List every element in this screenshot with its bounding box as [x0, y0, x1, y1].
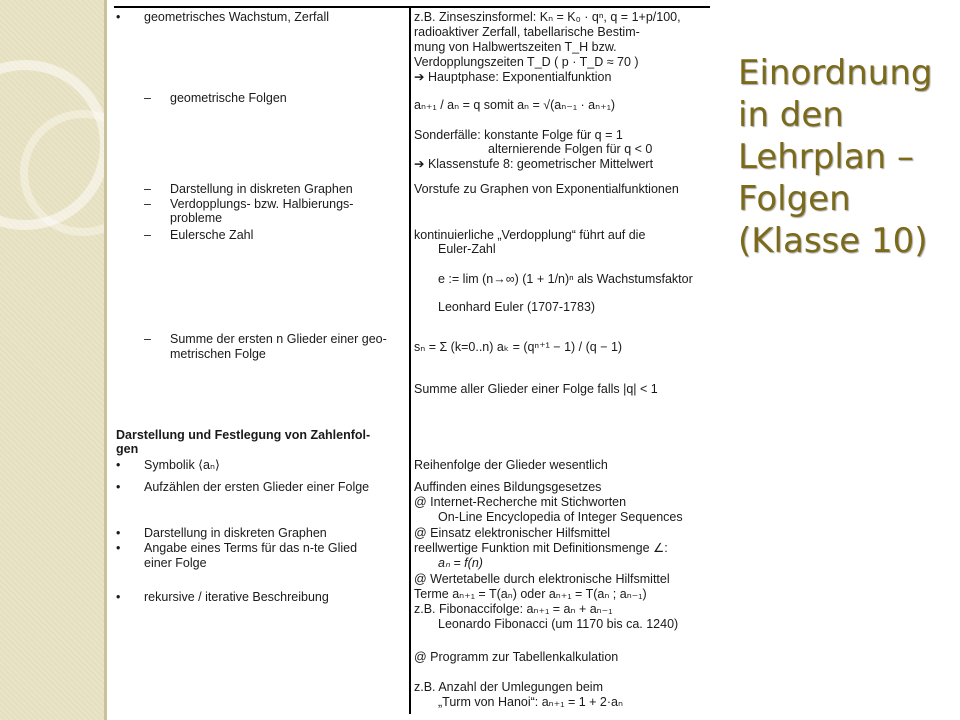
right-text: z.B. Fibonaccifolge: aₙ₊₁ = aₙ + aₙ₋₁	[414, 602, 613, 616]
left-text: metrischen Folge	[170, 347, 266, 361]
section-heading: Darstellung und Festlegung von Zahlenfol-	[116, 428, 371, 442]
right-text: Auffinden eines Bildungsgesetzes	[414, 480, 602, 494]
title-line: Lehrplan –	[738, 137, 915, 177]
formula: „Turm von Hanoi“: aₙ₊₁ = 1 + 2·aₙ	[438, 695, 623, 709]
left-text: Aufzählen der ersten Glieder einer Folge	[144, 480, 370, 494]
bullet: •	[116, 10, 121, 24]
band-edge	[104, 0, 107, 720]
right-text: @ Programm zur Tabellenkalkulation	[414, 650, 619, 664]
right-text: kontinuierliche „Verdopplung“ führt auf die	[414, 228, 646, 242]
formula: Terme aₙ₊₁ = T(aₙ) oder aₙ₊₁ = T(aₙ ; aₙ₋₁)	[414, 587, 647, 601]
formula: aₙ = f(n)	[438, 556, 483, 570]
right-text: @ Internet-Recherche mit Stichworten	[414, 495, 627, 509]
formula: sₙ = Σ (k=0..n) aₖ = (qⁿ⁺¹ − 1) / (q − 1)	[414, 340, 623, 354]
left-text: Verdopplungs- bzw. Halbierungs-	[170, 197, 354, 211]
title-line: Folgen	[738, 179, 851, 219]
right-text: Vorstufe zu Graphen von Exponentialfunktionen	[414, 182, 679, 196]
dash: –	[144, 228, 151, 242]
dash: –	[144, 332, 151, 346]
right-text: On-Line Encyclopedia of Integer Sequences	[438, 510, 683, 524]
right-text: z.B. Zinseszinsformel: Kₙ = K₀ · qⁿ, q = 1+p/100,	[414, 10, 681, 24]
dash: –	[144, 91, 151, 105]
left-text: geometrisches Wachstum, Zerfall	[144, 10, 330, 24]
right-text: Reihenfolge der Glieder wesentlich	[414, 458, 608, 472]
right-text: ➔ Klassenstufe 8: geometrischer Mittelwert	[414, 157, 654, 171]
right-text: Summe aller Glieder einer Folge falls |q| < 1	[414, 382, 658, 396]
title-line: in den	[738, 95, 844, 135]
bullet: •	[116, 480, 121, 494]
bullet: •	[116, 590, 121, 604]
left-text: geometrische Folgen	[170, 91, 287, 105]
dash: –	[144, 197, 151, 211]
title-line: (Klasse 10)	[738, 221, 928, 261]
scanned-document	[108, 0, 712, 720]
right-text: Euler-Zahl	[438, 242, 496, 256]
right-text: Leonhard Euler (1707-1783)	[438, 300, 596, 314]
right-text: @ Wertetabelle durch elektronische Hilfsmittel	[414, 572, 670, 586]
decorative-band	[0, 0, 104, 720]
right-text: ➔ Hauptphase: Exponentialfunktion	[414, 70, 612, 84]
left-text: Darstellung in diskreten Graphen	[144, 526, 327, 540]
right-text: Sonderfälle: konstante Folge für q = 1	[414, 128, 623, 142]
right-text: radioaktiver Zerfall, tabellarische Bestim-	[414, 25, 640, 39]
left-text: rekursive / iterative Beschreibung	[144, 590, 329, 604]
left-text: Darstellung in diskreten Graphen	[170, 182, 353, 196]
top-rule	[114, 6, 710, 8]
right-text: alternierende Folgen für q < 0	[488, 142, 653, 156]
left-text: Angabe eines Terms für das n-te Glied	[144, 541, 358, 555]
right-text: Leonardo Fibonacci (um 1170 bis ca. 1240)	[438, 617, 679, 631]
dash: –	[144, 182, 151, 196]
right-text: mung von Halbwertszeiten T_H bzw.	[414, 40, 617, 54]
right-text: reellwertige Funktion mit Definitionsmenge ∠:	[414, 541, 668, 555]
left-text: einer Folge	[144, 556, 207, 570]
bullet: •	[116, 541, 121, 555]
left-text: Summe der ersten n Glieder einer geo-	[170, 332, 387, 346]
column-divider	[409, 6, 411, 714]
right-text: z.B. Anzahl der Umlegungen beim	[414, 680, 603, 694]
formula: aₙ₊₁ / aₙ = q somit aₙ = √(aₙ₋₁ · aₙ₊₁)	[414, 98, 616, 112]
bullet: •	[116, 526, 121, 540]
slide-title	[738, 52, 948, 262]
right-text: @ Einsatz elektronischer Hilfsmittel	[414, 526, 611, 540]
bullet: •	[116, 458, 121, 472]
left-text: Eulersche Zahl	[170, 228, 254, 242]
formula: e := lim (n→∞) (1 + 1/n)ⁿ als Wachstumsfaktor	[438, 272, 693, 286]
right-text: Verdopplungszeiten T_D ( p · T_D ≈ 70 )	[414, 55, 639, 69]
title-line: Einordnung	[738, 53, 933, 93]
left-text: Symbolik ⟨aₙ⟩	[144, 458, 220, 472]
left-text: probleme	[170, 211, 223, 225]
section-heading: gen	[116, 442, 139, 456]
